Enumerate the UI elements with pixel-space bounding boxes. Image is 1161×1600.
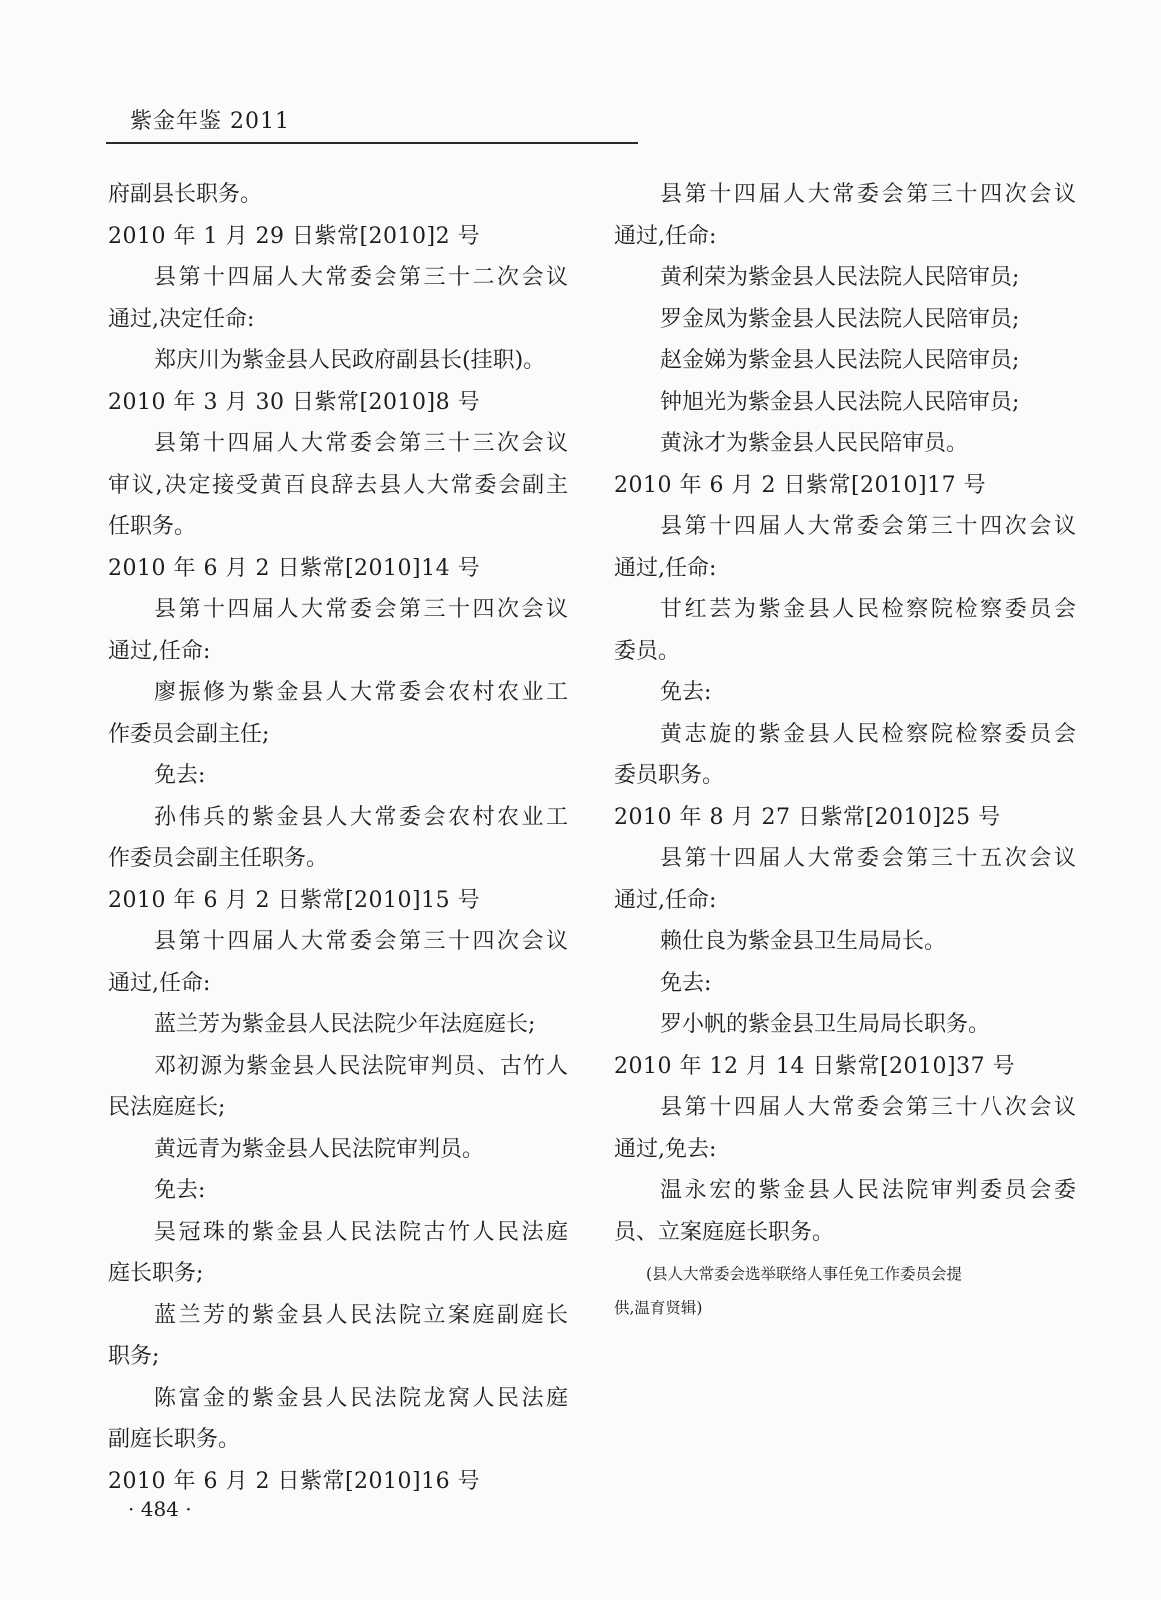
text-line: 县第十四届人大常委会第三十四次会议 (154, 929, 568, 954)
text-line: 县第十四届人大常委会第三十四次会议 (660, 182, 1076, 207)
text-line: 赵金娣为紫金县人民法院人民陪审员; (660, 348, 1020, 373)
text-line: 县第十四届人大常委会第三十二次会议 (154, 265, 568, 290)
text-line: 员、立案庭庭长职务。 (614, 1219, 835, 1245)
text-line: 通过,任命: (108, 970, 211, 996)
text-line: 免去: (660, 680, 712, 705)
running-head: 紫金年鉴 2011 (130, 109, 290, 134)
text-line: 通过,任命: (614, 887, 717, 913)
text-line: 审议,决定接受黄百良辞去县人大常委会副主 (108, 472, 568, 498)
text-line: 任职务。 (108, 514, 197, 539)
document-number: 2010 年 6 月 2 日紫常[2010]17 号 (614, 472, 987, 498)
text-line: 免去: (154, 763, 206, 788)
left-column (108, 174, 568, 1502)
text-line: 作委员会副主任; (108, 721, 270, 747)
text-line: 通过,任命: (108, 638, 211, 664)
page-number: · 484 · (128, 1497, 192, 1521)
document-number: 2010 年 3 月 30 日紫常[2010]8 号 (108, 389, 481, 415)
document-number: 2010 年 6 月 2 日紫常[2010]16 号 (108, 1468, 481, 1494)
text-line: 副庭长职务。 (108, 1427, 241, 1452)
document-number: 2010 年 6 月 2 日紫常[2010]14 号 (108, 555, 481, 581)
text-line: 通过,任命: (614, 223, 717, 249)
text-line: 通过,免去: (614, 1136, 717, 1162)
text-line: 廖振修为紫金县人大常委会农村农业工 (154, 680, 568, 705)
document-number: 2010 年 1 月 29 日紫常[2010]2 号 (108, 223, 481, 249)
text-line: 庭长职务; (108, 1261, 204, 1286)
text-line: 职务; (108, 1344, 160, 1369)
text-line: 郑庆川为紫金县人民政府副县长(挂职)。 (154, 348, 546, 373)
text-line: 免去: (660, 970, 712, 996)
text-line: 孙伟兵的紫金县人大常委会农村农业工 (154, 804, 568, 830)
source-note: (县人大常委会选举联络人事任免工作委员会提 (646, 1265, 963, 1283)
text-line: 赖仕良为紫金县卫生局局长。 (660, 929, 947, 954)
text-line: 钟旭光为紫金县人民法院人民陪审员; (660, 389, 1020, 415)
text-line: 通过,任命: (614, 555, 717, 581)
text-line: 县第十四届人大常委会第三十三次会议 (154, 431, 568, 456)
text-line: 作委员会副主任职务。 (108, 846, 329, 871)
text-line: 罗小帆的紫金县卫生局局长职务。 (660, 1012, 991, 1037)
text-line: 免去: (154, 1178, 206, 1203)
text-line: 县第十四届人大常委会第三十四次会议 (660, 514, 1076, 539)
right-column (614, 174, 1076, 1325)
text-line: 县第十四届人大常委会第三十五次会议 (660, 846, 1076, 871)
text-line: 通过,决定任命: (108, 306, 255, 332)
text-line: 委员。 (614, 638, 681, 664)
text-line: 民法庭庭长; (108, 1095, 226, 1120)
document-number: 2010 年 6 月 2 日紫常[2010]15 号 (108, 887, 481, 913)
text-line: 蓝兰芳为紫金县人民法院少年法庭庭长; (154, 1012, 536, 1037)
text-line: 陈富金的紫金县人民法院龙窝人民法庭 (154, 1385, 568, 1411)
text-line: 县第十四届人大常委会第三十八次会议 (660, 1095, 1076, 1120)
text-line: 黄利荣为紫金县人民法院人民陪审员; (660, 265, 1020, 290)
text-line: 县第十四届人大常委会第三十四次会议 (154, 597, 568, 622)
document-number: 2010 年 12 月 14 日紫常[2010]37 号 (614, 1053, 1016, 1079)
text-line: 黄泳才为紫金县人民民陪审员。 (660, 431, 969, 456)
document-number: 2010 年 8 月 27 日紫常[2010]25 号 (614, 804, 1001, 830)
text-line: 吴冠珠的紫金县人民法院古竹人民法庭 (154, 1219, 568, 1245)
text-line: 黄远青为紫金县人民法院审判员。 (154, 1136, 485, 1162)
text-line: 温永宏的紫金县人民法院审判委员会委 (660, 1178, 1076, 1203)
text-line: 府副县长职务。 (108, 182, 263, 207)
source-note: 供,温育贤辑) (614, 1299, 703, 1317)
text-line: 蓝兰芳的紫金县人民法院立案庭副庭长 (154, 1302, 568, 1328)
header-rule (106, 142, 638, 144)
text-line: 甘红芸为紫金县人民检察院检察委员会 (660, 597, 1076, 622)
text-line: 委员职务。 (614, 763, 725, 788)
text-line: 黄志旋的紫金县人民检察院检察委员会 (660, 721, 1076, 747)
text-line: 邓初源为紫金县人民法院审判员、古竹人 (154, 1053, 568, 1079)
text-line: 罗金凤为紫金县人民法院人民陪审员; (660, 306, 1020, 332)
